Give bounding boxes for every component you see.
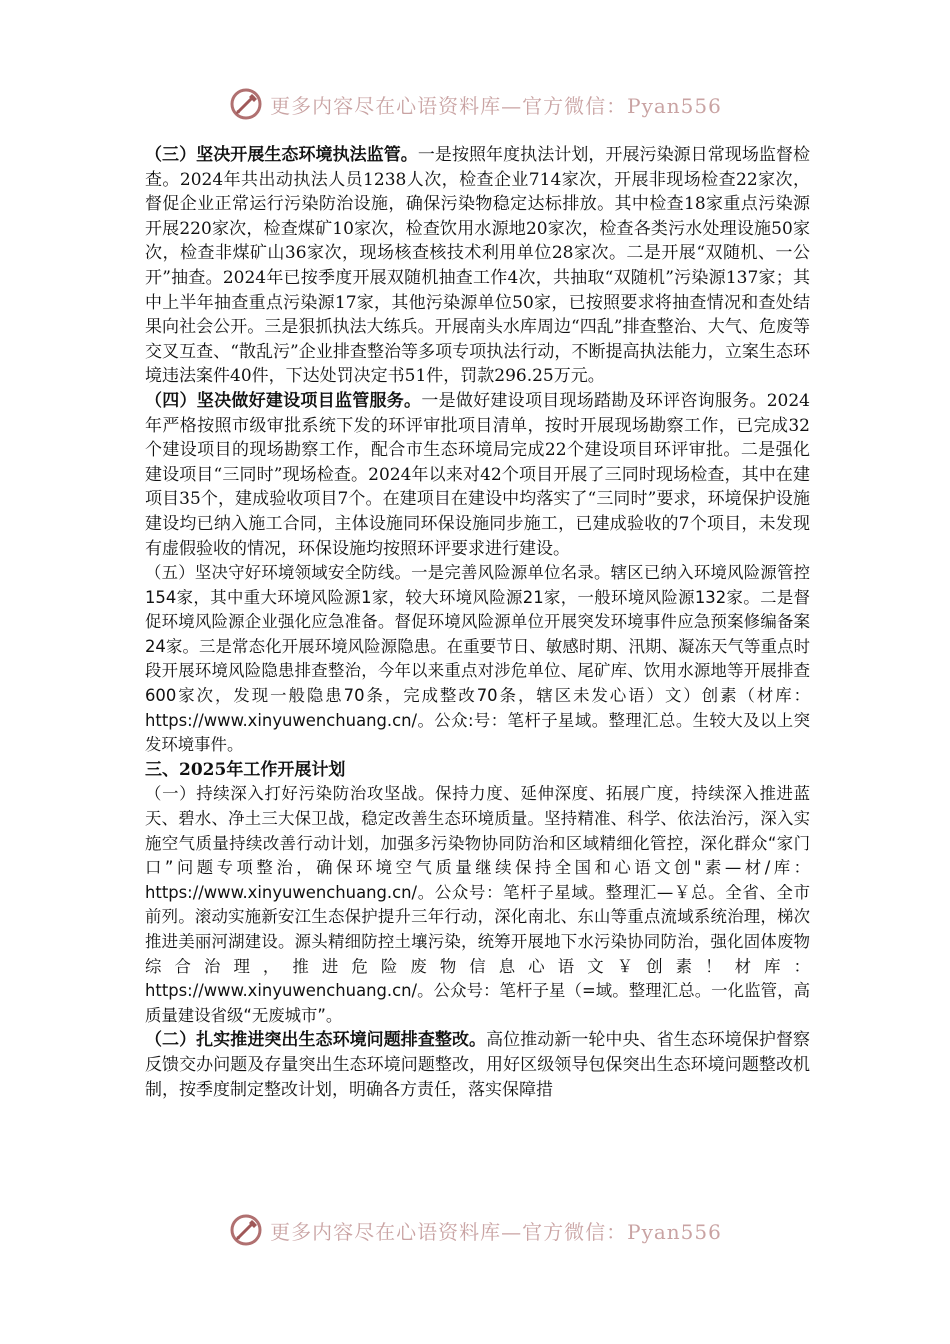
footer-watermark	[0, 1210, 950, 1250]
section-4-paragraph	[145, 389, 810, 561]
section-3-body: 一是按照年度执法计划，开展污染源日常现场监督检查。2024年共出动执法人员1238人次，检查企业714家次，开展非现场检查22家次，督促企业正常运行污染防治设施，确保污染物稳定达标排放。其中检查18家重点污染源开展220家次，检查煤矿10家次，检查饮用水源地20家次，检查各类污水处理设施50家次，检查非煤矿山36家次，现场核查核技术利用单位28家次。二是开展“双随机、一公开”抽查。2024年已按季度开展双随机抽查工作4次，共抽取“双随机”污染源137家；其中上半年抽查重点污染源17家，其他污染源单位50家，已按照要求将抽查情况和查处结果向社会公开。三是狠抓执法大练兵。开展南头水库周边“四乱”排查整治、大气、危废等交叉互查、“散乱污”企业排查整治等多项专项执法行动，不断提高执法能力，立案生态环境违法案件40件，下达处罚决定书51件，罚款296.25万元。	[145, 145, 811, 387]
plan-title: 三、2025年工作开展计划	[145, 759, 346, 780]
section-4-heading: （四）坚决做好建设项目监管服务。	[145, 390, 422, 411]
plan-1-paragraph: （一）持续深入打好污染防治攻坚战。保持力度、延伸深度、拓展广度，持续深入推进蓝天、碧水、净土三大保卫战，稳定改善生态环境质量。坚持精准、科学、依法治污，深入实施空气质量持续改善行动计划，加强多污染物协同防治和区域精细化管控，深化群众“家门口”问题专项整治，确保环境空气质量继续保持全国和心语文创"素—材/库：https://www.xinyuwenchuang.cn/。公众号：笔杆子星域。整理汇—￥总。全省、全市前列。滚动实施新安江生态保护提升三年行动，深化南北、东山等重点流域系统治理，梯次推进美丽河湖建设。源头精细防控土壤污染，统筹开展地下水污染协同防治，强化固体废物综合治理，推进危险废物信息心语文￥创素！材库：https://www.xinyuwenchuang.cn/。公众号：笔杆子星（=域。整理汇总。一化监管，高质量建设省级“无废城市”。	[145, 784, 810, 1025]
plan-2-heading: （二）扎实推进突出生态环境问题排查整改。	[145, 1030, 487, 1051]
section-4-body: 一是做好建设项目现场踏勘及环评咨询服务。2024年严格按照市级审批系统下发的环评审批项目清单，按时开展现场勘察工作，已完成32个建设项目的现场勘察工作，配合市生态环境局完成22个建设项目环评审批。二是强化建设项目“三同时”现场检查。2024年以来对42个项目开展了三同时现场检查，其中在建项目35个，建成验收项目7个。在建项目在建设中均落实了“三同时”要求，环境保护设施建设均已纳入施工合同，主体设施同环保设施同步施工，已建成验收的7个项目，未发现有虚假验收的情况，环保设施均按照环评要求进行建设。	[145, 390, 810, 559]
pen-circle-logo-icon	[228, 86, 264, 122]
header-watermark	[0, 84, 950, 124]
document-body	[145, 143, 810, 1102]
plan-2-body: 高位推动新一轮中央、省生态环境保护督察反馈交办问题及存量突出生态环境问题整改，用好区级领导包保突出生态环境问题整改机制，按季度制定整改计划，明确各方责任，落实保障措	[145, 1030, 811, 1100]
section-3-heading: （三）坚决开展生态环境执法监管。	[145, 145, 418, 165]
watermark-text: 更多内容尽在心语资料库—官方微信：Pyan556	[270, 1219, 722, 1244]
section-5-paragraph: （五）坚决守好环境领域安全防线。一是完善风险源单位名录。辖区已纳入环境风险源管控154家，其中重大环境风险源1家，较大环境风险源21家，一般环境风险源132家。二是督促环境风险源企业强化应急准备。督促环境风险源单位开展突发环境事件应急预案修编备案24家。三是常态化开展环境风险源隐患。在重要节日、敏感时期、汛期、凝冻天气等重点时段开展环境风险隐患排查整治，今年以来重点对涉危单位、尾矿库、饮用水源地等开展排查600家次，发现一般隐患70条，完成整改70条，辖区未发心语）文）创素（材库：https://www.xinyuwenchuang.cn/。公众:号：笔杆子星域。整理汇总。生较大及以上突发环境事件。	[145, 563, 810, 755]
pen-circle-logo-icon	[228, 1212, 264, 1248]
section-3-paragraph	[145, 143, 810, 389]
watermark-text: 更多内容尽在心语资料库—官方微信：Pyan556	[270, 93, 722, 118]
plan-2-paragraph	[145, 1028, 810, 1102]
